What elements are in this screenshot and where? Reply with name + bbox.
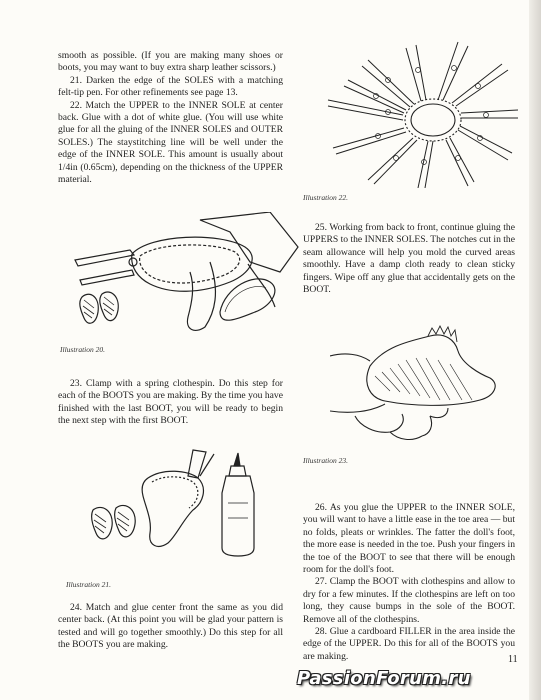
illustration-23: [330, 316, 505, 446]
step-22-paragraph: 22. Match the UPPER to the INNER SOLE at center back. Glue with a dot of white glue. (You will use white glue for all the gluing of the INNER SOLES and OUTER SOLES.) The staystitching line will be well under the edge of the INNER SOLE. This amount is usually about 1/4in (0.65cm), depending on the thickness of the UPPER material.: [58, 99, 283, 186]
intro-paragraph: smooth as possible. (If you are making many shoes or boots, you may want to buy extra sharp leather scissors.): [58, 50, 283, 74]
illustration-20: [70, 212, 300, 337]
illustration-23-caption: Illustration 23.: [303, 456, 349, 465]
left-text-middle: [58, 378, 283, 428]
step-23-paragraph: 23. Clamp with a spring clothespin. Do this step for each of the BOOTS you are making. By the time you have finished with the last BOOT, you will be ready to begin the next step with the first BOOT.: [58, 378, 283, 427]
left-text-bottom: [58, 602, 283, 652]
illustration-22: [318, 40, 518, 188]
illustration-21-caption: Illustration 21.: [66, 580, 112, 589]
illustration-20-caption: Illustration 20.: [60, 345, 106, 354]
step-27-paragraph: 27. Clamp the BOOT with clothespins and allow to dry for a few minutes. If the clothespins are left on too long, they cause bumps in the sole of the BOOT. Remove all of the clothespins.: [303, 576, 515, 625]
page-number: 11: [508, 654, 518, 665]
step-21-paragraph: 21. Darken the edge of the SOLES with a matching felt-tip pen. For other refinements see page 13.: [58, 74, 283, 99]
right-text-bottom: [303, 502, 515, 663]
step-25-paragraph: 25. Working from back to front, continue gluing the UPPERS to the INNER SOLES. The notches cut in the seam allowance will help you mold the curved areas smoothly. Have a damp cloth ready to clean sticky fingers. Wipe off any glue that accidentally gets on the BOOT.: [303, 222, 515, 296]
step-26-paragraph: 26. As you glue the UPPER to the INNER SOLE, you will want to have a little ease in the toe area — but no folds, pleats or wrinkles. The fatter the doll's foot, the more ease is needed in the toe. Push your fingers in the toe of the BOOT to see that there will be enough room for the doll's foot.: [303, 502, 515, 576]
illustration-21: [88, 448, 273, 558]
watermark-logo: PassionForum.ru: [297, 668, 471, 689]
left-text-top: [58, 50, 283, 186]
illustration-22-caption: Illustration 22.: [303, 193, 349, 202]
page-edge-shadow: [529, 0, 541, 700]
right-text-top: [303, 222, 515, 296]
step-28-paragraph: 28. Glue a cardboard FILLER in the area inside the edge of the UPPER. Do this for all of the BOOTS you are making.: [303, 626, 515, 662]
step-24-paragraph: 24. Match and glue center front the same as you did center back. (At this point you will be glad your pattern is tested and will go together smoothly.) Do this step for all the BOOTS you are making.: [58, 602, 283, 651]
